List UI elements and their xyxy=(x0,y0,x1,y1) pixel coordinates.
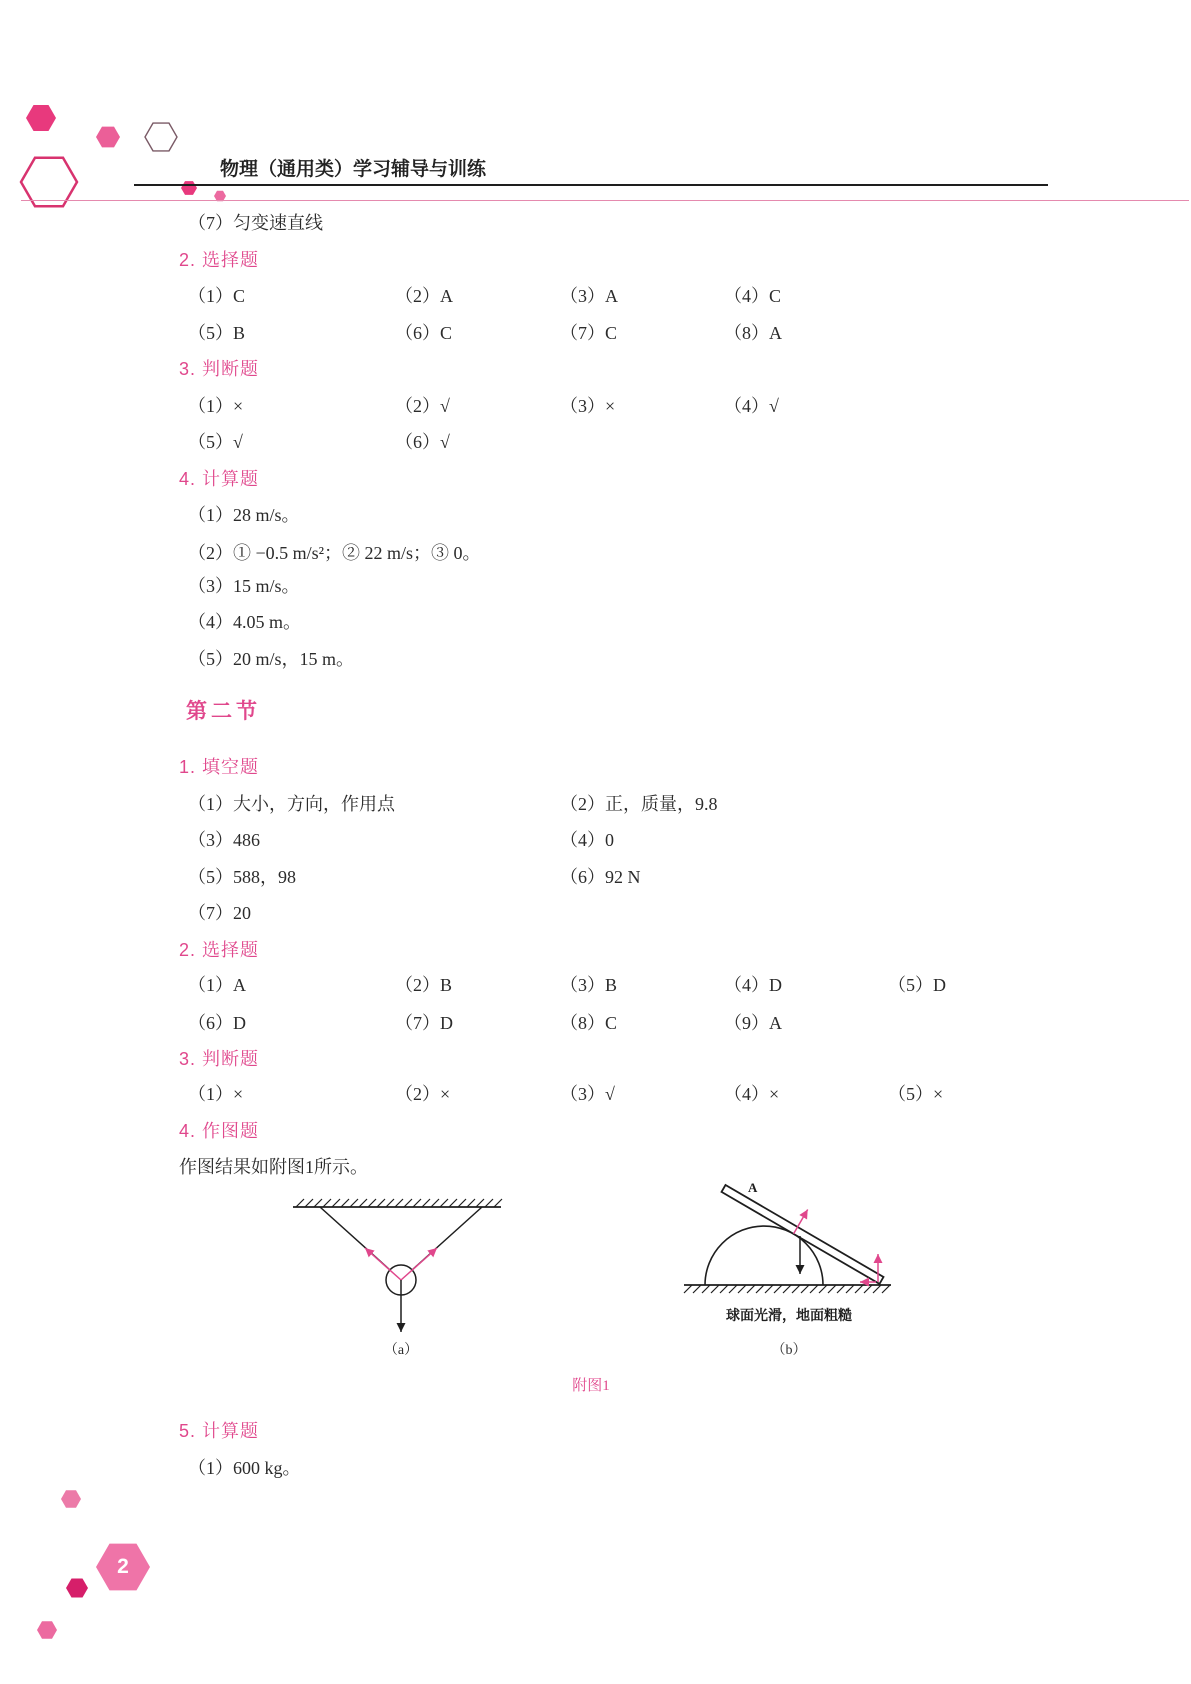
section-heading: 4. 作图题 xyxy=(179,1121,260,1141)
figure-b-caption: 球面光滑，地面粗糙 xyxy=(726,1309,852,1324)
answer-item: （7）C xyxy=(560,323,618,343)
answer-item: （2）正，质量，9.8 xyxy=(560,794,718,814)
ceiling-hatch xyxy=(296,1199,502,1207)
answer-item: （6）92 N xyxy=(560,867,641,887)
answer-item: （4）× xyxy=(724,1084,780,1104)
answer-item: （8）C xyxy=(560,1013,618,1033)
answer-item: （4）√ xyxy=(724,396,779,416)
answer-item: （1）A xyxy=(188,975,246,995)
answer-item: （4）C xyxy=(724,286,782,306)
answer-item: （2）A xyxy=(395,286,453,306)
answer-item: （3）√ xyxy=(560,1084,615,1104)
answer-item: （5）√ xyxy=(188,432,243,452)
ground-hatch xyxy=(684,1285,890,1293)
rod xyxy=(722,1185,884,1284)
section-heading: 2. 选择题 xyxy=(179,940,260,960)
answer-item: （6）√ xyxy=(395,432,450,452)
tension-arrow-left xyxy=(365,1248,401,1280)
answer-item: （9）A xyxy=(724,1013,782,1033)
answer-item: （1）C xyxy=(188,286,246,306)
book-title: 物理（通用类）学习辅导与训练 xyxy=(220,159,487,180)
section-heading: 3. 判断题 xyxy=(179,359,260,379)
answer-item: （2）B xyxy=(395,975,453,995)
decorative-hexagon xyxy=(26,105,56,131)
answer-item: （7）匀变速直线 xyxy=(188,213,323,233)
answer-item: （5）588，98 xyxy=(188,867,296,887)
drawing-intro: 作图结果如附图1所示。 xyxy=(179,1157,368,1177)
rod-label: A xyxy=(748,1180,758,1195)
answer-item: （7）20 xyxy=(188,903,251,923)
section-title: 第二节 xyxy=(186,699,261,723)
decorative-hexagon xyxy=(145,123,177,151)
answer-item: （3）486 xyxy=(188,830,260,850)
decorative-hexagon xyxy=(96,127,120,148)
answer-item: （2）× xyxy=(395,1084,451,1104)
answer-item: （8）A xyxy=(724,323,782,343)
answer-item: （5）D xyxy=(888,975,946,995)
decorative-hexagon xyxy=(61,1490,81,1507)
header-rule xyxy=(134,184,1048,186)
decorative-hexagon xyxy=(21,158,77,206)
answer-item: （3）15 m/s。 xyxy=(188,576,300,596)
answer-item: （5）B xyxy=(188,323,246,343)
section-heading: 1. 填空题 xyxy=(179,757,260,777)
figure-b-label: （b） xyxy=(771,1343,807,1358)
figure-a-label: （a） xyxy=(383,1343,419,1358)
answer-item: （3）B xyxy=(560,975,618,995)
answer-item: （5）× xyxy=(888,1084,944,1104)
figure-a xyxy=(293,1199,502,1358)
answer-item: （3）× xyxy=(560,396,616,416)
answer-item: （4）D xyxy=(724,975,782,995)
answer-item: （1）28 m/s。 xyxy=(188,505,300,525)
decorative-hexagon xyxy=(66,1579,88,1598)
decorative-hexagon xyxy=(37,1621,57,1638)
section-heading: 4. 计算题 xyxy=(179,469,260,489)
answer-item: （4）0 xyxy=(560,830,614,850)
answer-item: （2）① −0.5 m/s²；② 22 m/s；③ 0。 xyxy=(188,543,481,563)
answer-item: （3）A xyxy=(560,286,618,306)
force-diagram-figure xyxy=(270,1170,950,1370)
answer-item: （6）C xyxy=(395,323,453,343)
section-heading: 5. 计算题 xyxy=(179,1421,260,1441)
page-number: 2 xyxy=(117,1555,129,1578)
answer-item: （1）× xyxy=(188,396,244,416)
answer-item: （1）× xyxy=(188,1084,244,1104)
section-heading: 3. 判断题 xyxy=(179,1049,260,1069)
answer-item: （7）D xyxy=(395,1013,453,1033)
answer-item: （5）20 m/s，15 m。 xyxy=(188,649,355,669)
figure-caption: 附图1 xyxy=(572,1378,610,1394)
answer-item: （1）600 kg。 xyxy=(188,1458,301,1478)
answer-item: （6）D xyxy=(188,1013,246,1033)
answer-item: （4）4.05 m。 xyxy=(188,612,302,632)
figure-b xyxy=(684,1180,891,1358)
section-heading: 2. 选择题 xyxy=(179,250,260,270)
answer-item: （2）√ xyxy=(395,396,450,416)
header-accent-rule xyxy=(21,200,1189,201)
tension-arrow-right xyxy=(401,1248,437,1280)
answer-item: （1）大小，方向，作用点 xyxy=(188,794,395,814)
